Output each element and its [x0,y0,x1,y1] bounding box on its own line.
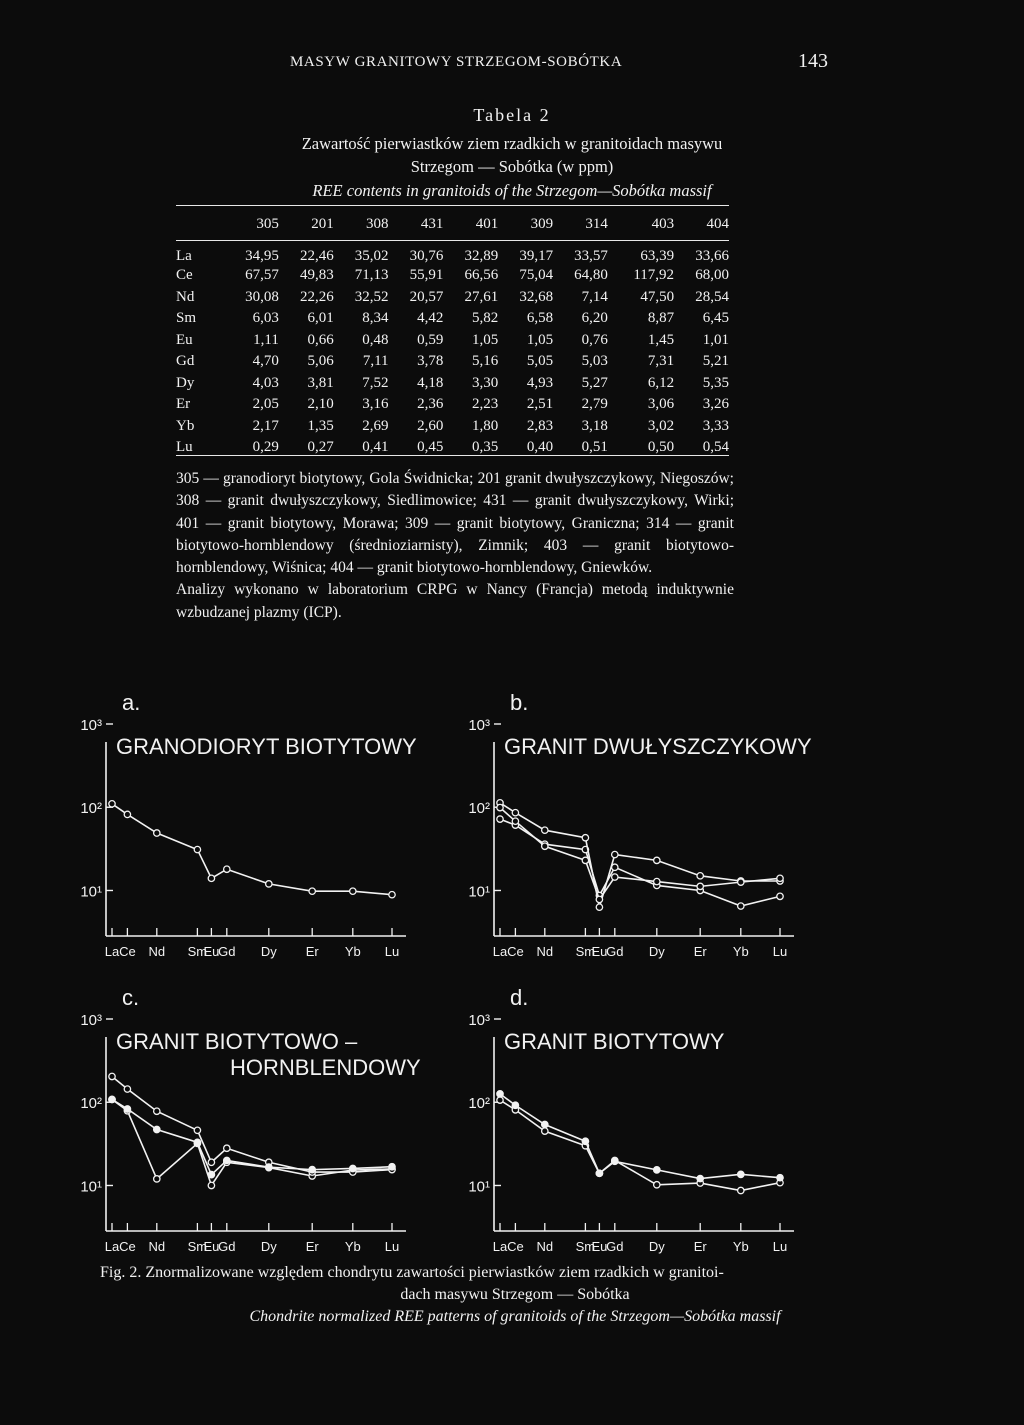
chart-panel-a [62,688,442,968]
table-cell: 3,26 [702,396,729,413]
table-row [176,351,729,373]
table-cell: 5,82 [471,310,499,327]
data-point [738,903,744,909]
table-cell: 2,51 [526,396,554,413]
x-tick-label: Gd [606,944,624,959]
data-point [582,857,588,863]
table-cell: 4,03 [252,374,279,391]
table-cell: 0,35 [471,439,499,456]
table-cell: 0,40 [526,439,554,456]
data-point [124,1086,130,1092]
table-cell: 7,14 [581,288,608,305]
data-point [194,1127,200,1133]
y-tick-label: 10¹ [80,883,102,901]
data-point [542,1121,548,1127]
x-tick-label: Gd [218,1239,236,1254]
page-number: 143 [798,50,828,72]
table-cell: 1,05 [526,331,554,348]
table-cell: 0,54 [702,439,729,456]
x-tick-label: Yb [732,1239,749,1254]
table-cell: 2,83 [526,417,554,434]
table-cell: 2,23 [471,396,499,413]
table-cell: 0,50 [647,439,675,456]
data-point [654,878,660,884]
data-point [612,874,618,880]
data-point [512,1102,518,1108]
table-row [176,308,729,330]
table-label: Tabela 2 [473,105,551,125]
table-cell: 6,20 [581,310,608,327]
table-caption-polish-line1: Zawartość pierwiastków ziem rzadkich w granitoidach masywu [301,134,723,153]
series-line [500,808,780,900]
data-point [389,1164,395,1170]
column-header: 314 [585,215,608,232]
x-tick-label: Eu [203,944,220,959]
table-cell: 117,92 [633,267,675,284]
table-cell: 0,66 [307,331,334,348]
row-element-label: Ce [176,267,193,284]
x-tick-label: Sm [575,944,596,959]
ree-table [176,210,729,459]
table-cell: 5,21 [702,353,729,370]
table-row [176,265,729,287]
table-cell: 1,45 [647,331,675,348]
data-point [154,830,160,836]
table-cell: 30,08 [245,288,279,305]
x-tick-label: Er [693,944,707,959]
x-tick-label: Yb [344,1239,361,1254]
table-body [176,238,729,459]
data-point [224,866,230,872]
panel-letter: b. [510,690,529,715]
data-point [497,1097,503,1103]
x-tick-label: Gd [606,1239,624,1254]
table-cell: 27,61 [464,288,499,305]
data-point [154,1176,160,1182]
table-cell: 5,05 [526,353,554,370]
table-rule-top [176,205,729,206]
column-header: 201 [311,215,334,232]
table-cell: 5,03 [581,353,608,370]
table-cell: 33,57 [574,248,608,264]
table-cell: 1,11 [253,331,279,348]
table-cell: 3,78 [417,353,444,370]
data-point [309,888,315,894]
table-cell: 47,50 [640,288,675,305]
table-row [176,416,729,438]
data-point [612,851,618,857]
x-tick-label: Yb [344,944,361,959]
x-tick-label: Lu [384,944,400,959]
panel-letter: d. [510,985,529,1010]
data-point [497,1091,503,1097]
row-element-label: Lu [176,439,193,456]
table-cell: 1,01 [702,331,729,348]
table-cell: 2,79 [581,396,608,413]
series-line [112,804,392,895]
data-point [697,1175,703,1181]
x-tick-label: Nd [536,944,554,959]
data-point [738,1171,744,1177]
x-tick-label: Er [305,1239,319,1254]
row-element-label: Er [176,396,191,413]
data-point [542,1128,548,1134]
table-row [176,373,729,395]
row-element-label: La [176,248,192,264]
data-point [738,879,744,885]
row-element-label: Yb [176,417,195,434]
y-tick-label: 10¹ [468,1178,490,1196]
row-element-label: Gd [176,353,195,370]
row-element-label: Sm [176,310,197,327]
data-point [777,1175,783,1181]
running-title: MASYW GRANITOWY STRZEGOM-SOBÓTKA [290,54,623,70]
table-cell: 7,52 [362,374,389,391]
row-element-label: Dy [176,374,195,391]
table-row [176,238,729,265]
chart-title: GRANIT BIOTYTOWO – [116,1029,358,1054]
table-cell: 1,35 [307,417,334,434]
data-point [512,809,518,815]
data-point [309,1166,315,1172]
data-point [596,896,602,902]
table-cell: 3,16 [362,396,389,413]
table-cell: 67,57 [245,267,279,284]
table-row [176,394,729,416]
table-cell: 3,02 [647,417,675,434]
data-point [596,904,602,910]
table-cell: 3,81 [307,374,334,391]
column-header: 309 [530,215,554,232]
data-point [154,1126,160,1132]
table-cell: 28,54 [695,288,729,305]
panel-letter: c. [122,985,140,1010]
chart-title-line2: HORNBLENDOWY [230,1055,421,1080]
chart-panel-b [450,688,830,968]
table-cell: 66,56 [464,267,499,284]
legend-analysis-note: Analizy wykonano w laboratorium CRPG w Nancy (Francja) metodą induktywnie wzbudzanej plazmy (ICP). [176,581,734,621]
table-cell: 2,69 [362,417,389,434]
y-tick-label: 10² [468,1095,490,1113]
table-cell: 8,87 [647,310,675,327]
column-header: 404 [706,215,729,232]
table-legend [176,468,734,624]
legend-samples: 305 — granodioryt biotytowy, Gola Świdnicka; 201 granit dwułyszczykowy, Niegoszów; 308 — granit dwułyszczykowy, Siedlimowice; 431 — granit dwułyszczykowy, Wirki; 401 — granit biotytowy, Morawa; 309 — granit biotytowy, Graniczna; 314 — granit biotytowo-hornblendowy (średnioziarnisty), Zimnik; 403 — granit biotytowo-hornblendowy, Wiśnica; 404 — granit biotytowo-hornblendowy, Gniewków. [176,470,734,577]
table-cell: 64,80 [574,267,608,284]
y-tick-label: 10¹ [80,1178,102,1196]
table-cell: 39,17 [519,248,554,264]
table-cell: 4,18 [417,374,444,391]
table-row [176,330,729,352]
table-cell: 2,10 [307,396,334,413]
table-row [176,287,729,309]
table-cell: 33,66 [695,248,729,264]
table-cell: 8,34 [362,310,389,327]
y-tick-label: 10² [80,1095,102,1113]
y-tick-label: 10³ [80,1012,102,1029]
table-cell: 6,58 [526,310,554,327]
data-point [612,1158,618,1164]
table-cell: 0,59 [417,331,444,348]
data-point [542,843,548,849]
x-tick-label: Yb [732,944,749,959]
table-cell: 5,06 [307,353,334,370]
table-cell: 32,68 [519,288,554,305]
table-cell: 4,93 [526,374,554,391]
data-point [497,804,503,810]
data-point [109,801,115,807]
table-cell: 0,48 [362,331,389,348]
x-tick-label: Ce [119,944,136,959]
row-element-label: Eu [176,331,193,348]
chart-title: GRANIT DWUŁYSZCZYKOWY [504,734,812,759]
y-tick-label: 10¹ [468,883,490,901]
table-cell: 2,17 [252,417,279,434]
data-point [109,1073,115,1079]
column-header: 308 [366,215,389,232]
table-cell: 5,16 [471,353,499,370]
data-point [596,1170,602,1176]
table-cell: 7,11 [362,353,389,370]
x-tick-label: Dy [260,944,277,959]
data-point [266,881,272,887]
x-tick-label: Er [305,944,319,959]
table-cell: 22,26 [299,288,334,305]
x-tick-label: Sm [187,944,208,959]
data-point [654,857,660,863]
data-point [208,1182,214,1188]
table-cell: 3,18 [581,417,608,434]
data-point [697,873,703,879]
data-point [208,1171,214,1177]
chart-panel-c [62,983,442,1263]
table-corner-cell [176,210,224,238]
data-point [208,875,214,881]
data-point [224,1157,230,1163]
x-tick-label: Ce [119,1239,136,1254]
x-tick-label: Sm [575,1239,596,1254]
data-point [654,1167,660,1173]
x-tick-label: Nd [148,1239,166,1254]
y-tick-label: 10² [468,800,490,818]
x-tick-label: Dy [648,1239,665,1254]
x-tick-label: Ce [507,1239,524,1254]
table-caption-english: REE contents in granitoids of the Strzegom—Sobótka massif [312,181,712,200]
x-tick-label: Lu [772,1239,788,1254]
data-point [697,883,703,889]
table-cell: 7,31 [647,353,675,370]
table-cell: 35,02 [354,248,389,264]
data-point [124,811,130,817]
column-header: 305 [256,215,279,232]
x-tick-label: Nd [536,1239,554,1254]
data-point [777,875,783,881]
table-cell: 3,30 [471,374,499,391]
table-cell: 0,45 [417,439,444,456]
table-cell: 0,51 [581,439,608,456]
table-cell: 1,80 [471,417,499,434]
y-tick-label: 10³ [80,717,102,734]
table-caption-polish-line2: Strzegom — Sobótka (w ppm) [410,157,614,176]
table-cell: 5,27 [581,374,608,391]
table-cell: 30,76 [409,248,444,264]
table-cell: 34,95 [245,248,279,264]
table-cell: 2,60 [417,417,444,434]
table-cell: 1,05 [471,331,499,348]
table-cell: 0,27 [307,439,334,456]
table-header-row [176,210,729,238]
column-header: 401 [475,215,499,232]
x-tick-label: Ce [507,944,524,959]
data-point [194,846,200,852]
table-cell: 0,76 [581,331,608,348]
table-cell: 75,04 [519,267,554,284]
y-tick-label: 10³ [468,1012,490,1029]
table-cell: 2,05 [252,396,279,413]
y-tick-label: 10² [80,800,102,818]
data-point [738,1187,744,1193]
table-cell: 6,03 [252,310,279,327]
data-point [124,1106,130,1112]
column-header: 431 [420,215,444,232]
table-cell: 6,45 [702,310,729,327]
data-point [266,1164,272,1170]
figure-caption-line1: Fig. 2. Znormalizowane względem chondrytu zawartości pierwiastków ziem rzadkich w granitoi- [100,1264,724,1281]
table-cell: 0,29 [252,439,279,456]
table-cell: 20,57 [409,288,444,305]
x-tick-label: Lu [384,1239,400,1254]
table-cell: 0,41 [362,439,389,456]
figure-caption-english: Chondrite normalized REE patterns of granitoids of the Strzegom—Sobótka massif [249,1308,781,1325]
x-tick-label: Sm [187,1239,208,1254]
data-point [389,891,395,897]
table-cell: 32,52 [354,288,389,305]
table-cell: 6,12 [647,374,675,391]
x-tick-label: La [104,1239,120,1254]
table-cell: 68,00 [695,267,729,284]
x-tick-label: Er [693,1239,707,1254]
data-point [654,1182,660,1188]
table-cell: 3,33 [702,417,729,434]
table-cell: 71,13 [354,267,389,284]
table-cell: 49,83 [299,267,334,284]
table-cell: 55,91 [409,267,444,284]
table-cell: 22,46 [299,248,334,264]
table-cell: 32,89 [464,248,499,264]
column-header: 403 [651,215,675,232]
table-cell: 5,35 [702,374,729,391]
figure-caption [100,1262,930,1328]
chart-title: GRANIT BIOTYTOWY [504,1029,725,1054]
table-cell: 4,70 [252,353,279,370]
data-point [542,827,548,833]
data-point [208,1159,214,1165]
table-cell: 3,06 [647,396,675,413]
x-tick-label: La [104,944,120,959]
data-point [582,835,588,841]
data-point [224,1145,230,1151]
figure-caption-line2: dach masywu Strzegom — Sobótka [400,1286,630,1303]
table-row [176,437,729,459]
x-tick-label: Eu [203,1239,220,1254]
data-point [497,816,503,822]
series-line [500,1094,780,1179]
x-tick-label: Gd [218,944,236,959]
panel-letter: a. [122,690,141,715]
table-cell: 2,36 [417,396,444,413]
x-tick-label: Lu [772,944,788,959]
chart-panel-d [450,983,830,1263]
series-line [500,803,780,907]
data-point [582,1138,588,1144]
x-tick-label: Dy [648,944,665,959]
y-tick-label: 10³ [468,717,490,734]
table-cell: 63,39 [640,248,675,264]
table-cell: 4,42 [417,310,444,327]
running-header [0,50,1024,76]
data-point [777,893,783,899]
data-point [512,818,518,824]
data-point [350,1165,356,1171]
x-tick-label: La [492,944,508,959]
row-element-label: Nd [176,288,195,305]
series-line [112,1076,392,1172]
data-point [350,888,356,894]
x-tick-label: La [492,1239,508,1254]
data-point [154,1108,160,1114]
x-tick-label: Eu [591,944,608,959]
table-cell: 6,01 [307,310,334,327]
x-tick-label: Dy [260,1239,277,1254]
data-point [109,1096,115,1102]
chart-title: GRANODIORYT BIOTYTOWY [116,734,417,759]
x-tick-label: Eu [591,1239,608,1254]
x-tick-label: Nd [148,944,166,959]
data-point [194,1139,200,1145]
